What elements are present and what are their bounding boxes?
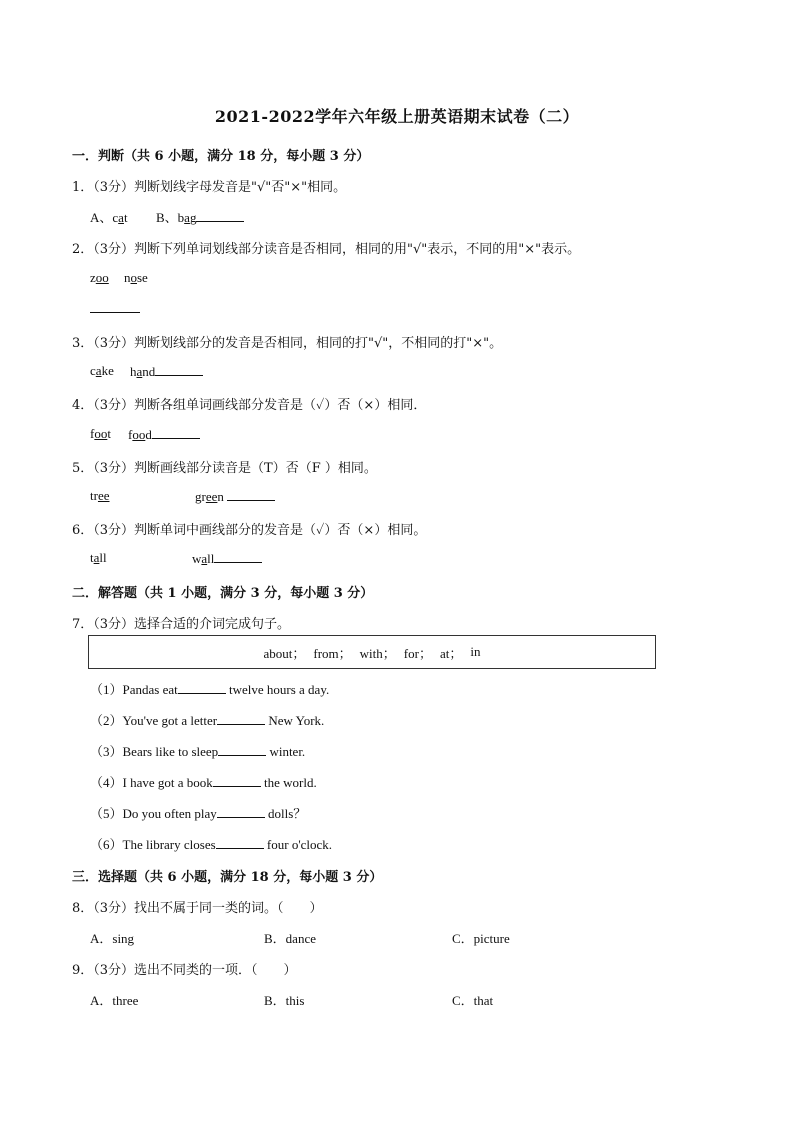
q8-option-a[interactable]: A．sing (90, 931, 135, 946)
word-bank-item: in (470, 644, 481, 659)
question-4: 4．（3分）判断各组单词画线部分发音是（✓）否（×）相同． (72, 398, 427, 413)
question-7: 7．（3分）选择合适的介词完成句子。 (72, 617, 291, 632)
q9-option-b[interactable]: B．this (264, 993, 305, 1008)
q7-item-2: （2）You've got a letter New York. (90, 713, 325, 728)
q1-option-b: B、bag (156, 207, 244, 226)
q5-word-2: green (195, 488, 275, 505)
q5-answer-blank[interactable] (227, 488, 275, 501)
q7-blank-6[interactable] (216, 836, 264, 849)
q7-item-6: （6）The library closes four o'clock. (90, 837, 333, 852)
q7-item-4: （4）I have got a book the world. (90, 775, 317, 790)
q7-blank-5[interactable] (217, 805, 265, 818)
question-1: 1．（3分）判断划线字母发音是"√"否"×"相同。 (72, 180, 347, 195)
q6-answer-blank[interactable] (214, 550, 262, 563)
q7-blank-2[interactable] (217, 712, 265, 725)
q2-answer-blank[interactable] (90, 312, 140, 313)
word-bank-item: for； (403, 645, 432, 661)
q3-word-1: cake (90, 363, 114, 378)
question-3: 3．（3分）判断划线部分的发音是否相同，相同的打"√"，不相同的打"×"。 (72, 336, 503, 351)
q7-blank-4[interactable] (213, 774, 261, 787)
q9-option-a[interactable]: A．three (90, 993, 139, 1008)
question-5: 5．（3分）判断画线部分读音是（T）否（F ）相同。 (72, 461, 377, 476)
q6-word-1: tall (90, 550, 107, 565)
q2-word-2: nose (124, 270, 148, 285)
q2-word-1: zoo (90, 270, 109, 285)
q1-answer-blank[interactable] (196, 209, 244, 222)
q9-option-c[interactable]: C．that (452, 993, 494, 1008)
word-bank-item: about； (263, 645, 306, 661)
question-9: 9．（3分）选出不同类的一项．（ ） (72, 963, 297, 978)
word-bank-item: from； (313, 645, 352, 661)
section-heading-answer: 二．解答题（共 1 小题，满分 3 分，每小题 3 分） (72, 586, 374, 601)
section-heading-judgement: 一．判断（共 6 小题，满分 18 分，每小题 3 分） (72, 149, 370, 164)
question-6: 6．（3分）判断单词中画线部分的发音是（✓）否（×）相同。 (72, 523, 427, 538)
q8-option-c[interactable]: C．picture (452, 931, 510, 946)
q7-blank-3[interactable] (218, 743, 266, 756)
q3-answer-blank[interactable] (155, 363, 203, 376)
question-2: 2．（3分）判断下列单词划线部分读音是否相同，相同的用"√"表示，不同的用"×"表示。 (72, 242, 581, 257)
q4-answer-blank[interactable] (152, 426, 200, 439)
q7-item-5: （5）Do you often play dolls？ (90, 806, 307, 821)
q5-word-1: tree (90, 488, 110, 503)
question-8: 8．（3分）找出不属于同一类的词。（ ） (72, 901, 323, 916)
section-heading-choice: 三．选择题（共 6 小题，满分 18 分，每小题 3 分） (72, 870, 383, 885)
word-bank-item: at； (439, 645, 463, 661)
q3-word-2: hand (130, 363, 203, 380)
word-bank-box (88, 635, 656, 669)
q4-word-2: food (128, 426, 200, 443)
q6-word-2: wall (192, 550, 262, 567)
q1-option-a: A、cat (90, 210, 128, 225)
q7-blank-1[interactable] (178, 681, 226, 694)
q7-item-1: （1）Pandas eat twelve hours a day. (90, 682, 330, 697)
page-title: 2021-2022学年六年级上册英语期末试卷（二） (214, 107, 580, 126)
word-bank-item: with； (359, 645, 396, 661)
q8-option-b[interactable]: B．dance (264, 931, 316, 946)
q4-word-1: foot (90, 426, 111, 441)
q7-item-3: （3）Bears like to sleep winter. (90, 744, 306, 759)
